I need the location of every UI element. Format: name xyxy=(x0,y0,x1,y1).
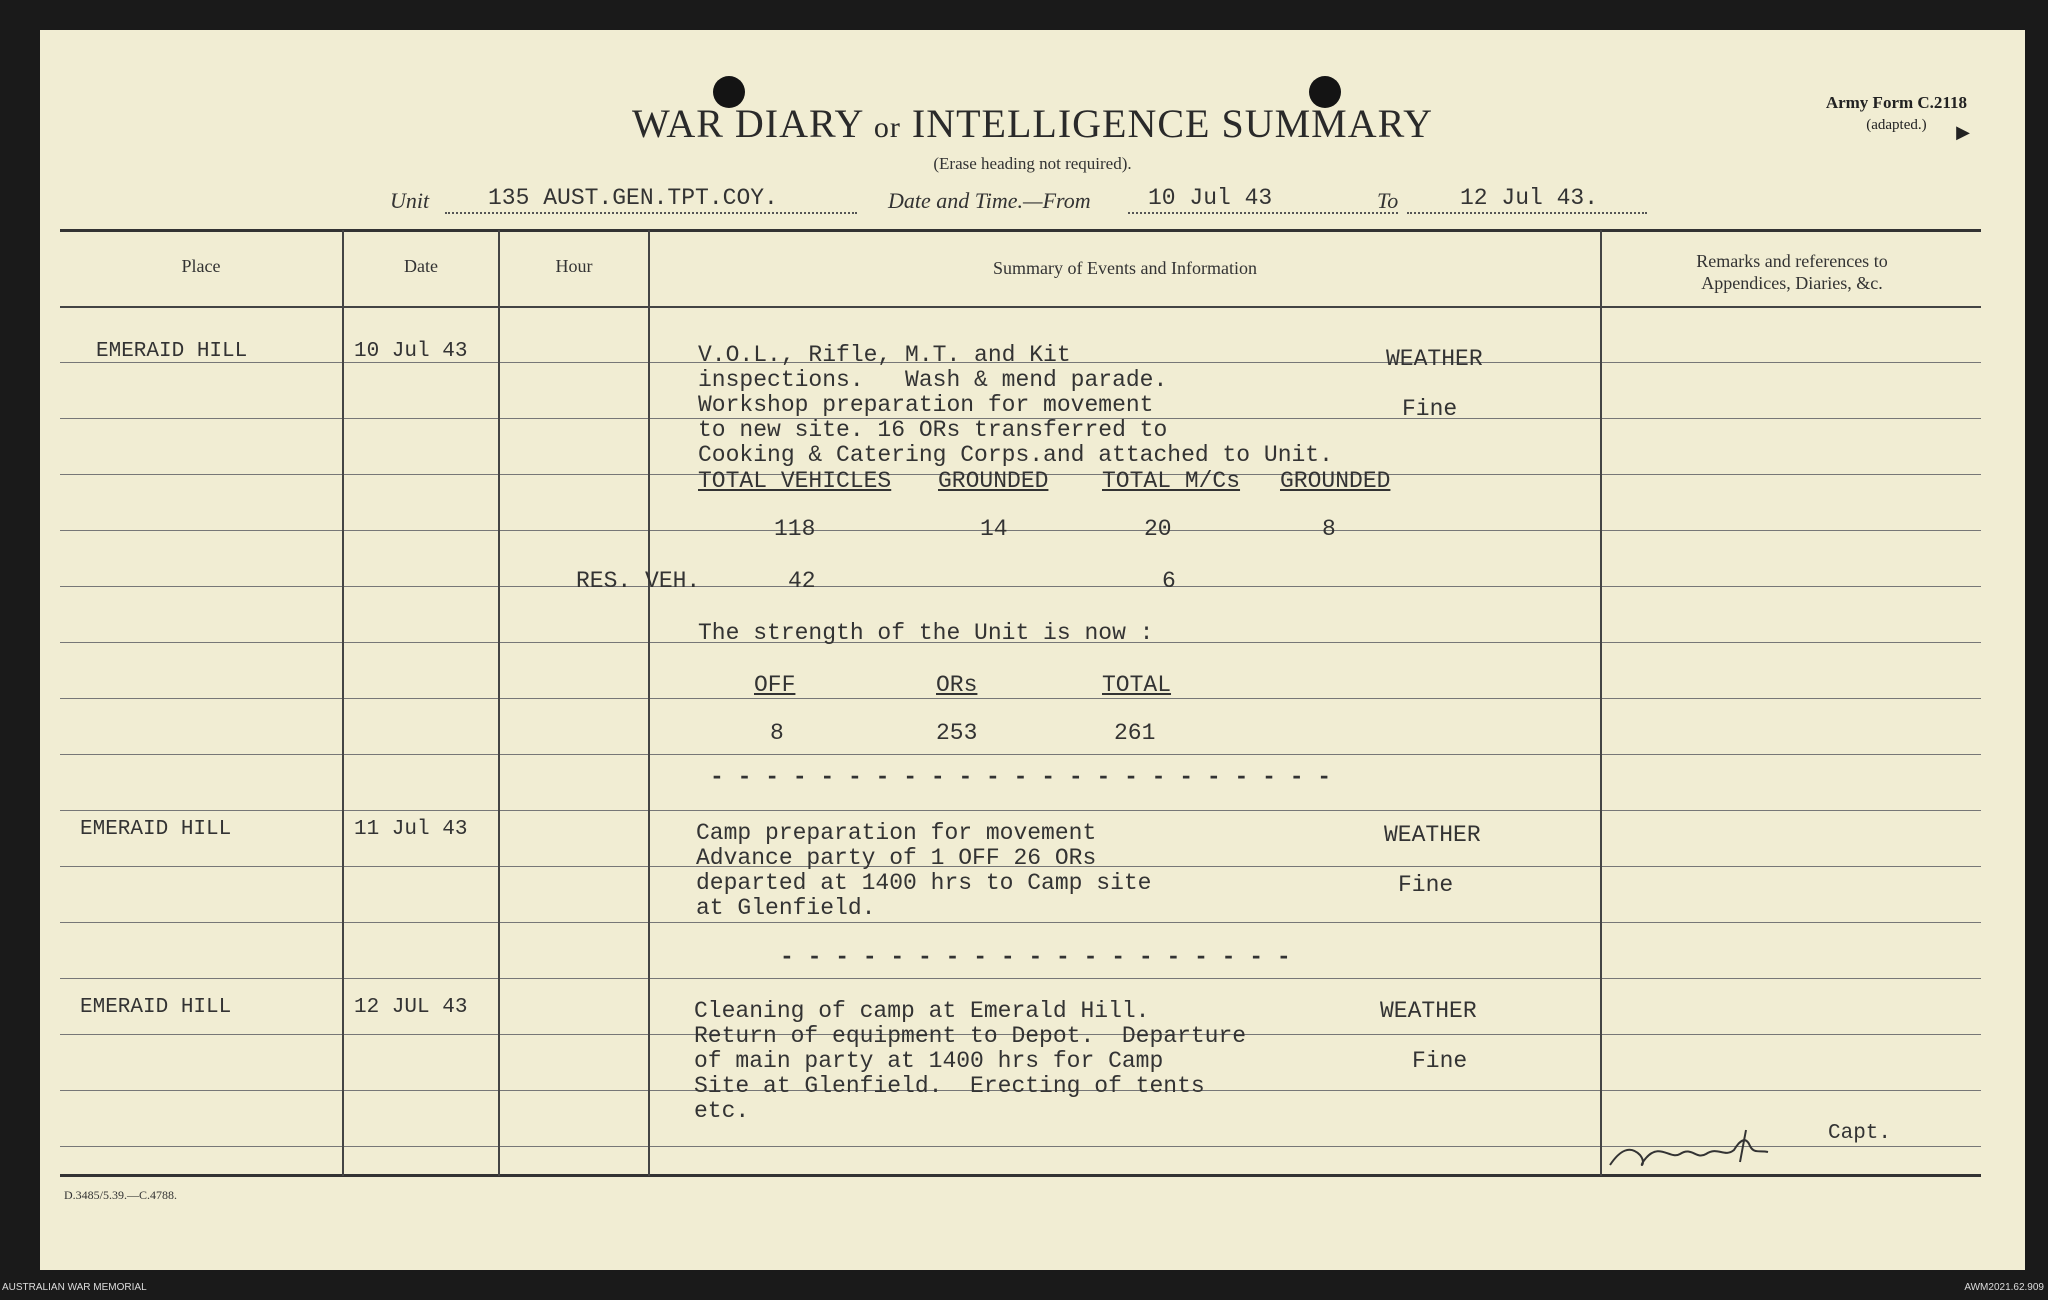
column-header-summary: Summary of Events and Information xyxy=(993,258,1257,278)
remarks-header-line1: Remarks and references to xyxy=(1696,251,1888,271)
header-bottom-rule xyxy=(60,306,1981,308)
title-or: or xyxy=(873,111,901,144)
column-divider xyxy=(648,230,650,1176)
entry1-place: EMERAID HILL xyxy=(96,340,248,363)
entry2-line: Camp preparation for movement xyxy=(696,820,1097,846)
unit-value: 135 AUST.GEN.TPT.COY. xyxy=(488,185,778,211)
ruled-line xyxy=(60,922,1981,923)
army-form-label xyxy=(1826,92,1967,136)
strength-text: The strength of the Unit is now : xyxy=(698,620,1154,646)
title-main: WAR DIARY xyxy=(632,101,863,146)
reserve-vehicles-label: RES. VEH. xyxy=(576,568,701,594)
entry1-line: Workshop preparation for movement xyxy=(698,392,1154,418)
vehicles-header: GROUNDED xyxy=(938,468,1049,494)
vehicles-value: 118 xyxy=(774,516,816,542)
entry1-date: 10 Jul 43 xyxy=(354,340,468,363)
entry1-line: inspections. Wash & mend parade. xyxy=(698,367,1168,393)
entry3-line: etc. xyxy=(694,1098,750,1124)
entry2-line: Advance party of 1 OFF 26 ORs xyxy=(696,845,1097,871)
unit-label: Unit xyxy=(390,188,430,213)
strength-value: 253 xyxy=(936,720,978,746)
entry2-dash-separator: - - - - - - - - - - - - - - - - - - - xyxy=(780,944,1291,970)
date-to-value: 12 Jul 43. xyxy=(1460,185,1599,211)
column-header-remarks xyxy=(1602,250,1982,294)
table-top-rule xyxy=(60,229,1981,232)
signature-scribble xyxy=(1600,1110,1820,1180)
army-form-sub: (adapted.) xyxy=(1866,117,1927,133)
vehicles-value: 14 xyxy=(980,516,1008,542)
column-header-hour: Hour xyxy=(555,256,593,276)
column-divider xyxy=(1600,230,1602,1176)
vehicles-header: TOTAL VEHICLES xyxy=(698,468,892,494)
date-from-dotted-line xyxy=(1128,212,1398,214)
remarks-header-line2: Appendices, Diaries, &c. xyxy=(1701,273,1883,293)
strength-header: TOTAL xyxy=(1102,672,1172,698)
strength-value: 8 xyxy=(770,720,784,746)
entry2-weather-label: WEATHER xyxy=(1384,822,1481,848)
entry1-line: V.O.L., Rifle, M.T. and Kit xyxy=(698,342,1071,368)
entry3-date: 12 JUL 43 xyxy=(354,996,468,1019)
vehicles-value: 20 xyxy=(1144,516,1172,542)
pencil-mark-icon: ▶ xyxy=(1956,122,1970,142)
title-second: INTELLIGENCE SUMMARY xyxy=(911,101,1433,146)
strength-value: 261 xyxy=(1114,720,1156,746)
entry2-weather: Fine xyxy=(1398,872,1454,898)
date-to-label: To xyxy=(1377,188,1399,213)
ruled-line xyxy=(60,586,1981,587)
vehicles-header: GROUNDED xyxy=(1280,468,1391,494)
vehicles-value: 8 xyxy=(1322,516,1336,542)
ruled-line xyxy=(60,978,1981,979)
entry2-line: departed at 1400 hrs to Camp site xyxy=(696,870,1152,896)
strength-header: ORs xyxy=(936,672,978,698)
entry2-line: at Glenfield. xyxy=(696,895,876,921)
footer-left: AUSTRALIAN WAR MEMORIAL xyxy=(2,1282,147,1293)
date-from-label: Date and Time.—From xyxy=(888,188,1091,213)
entry3-weather-label: WEATHER xyxy=(1380,998,1477,1024)
date-to-dotted-line xyxy=(1407,212,1647,214)
entry1-dash-separator: - - - - - - - - - - - - - - - - - - - - - - - xyxy=(710,764,1332,790)
ruled-line xyxy=(60,810,1981,811)
reserve-vehicles-value: 6 xyxy=(1162,568,1176,594)
entry3-place: EMERAID HILL xyxy=(80,996,232,1019)
entry1-weather-label: WEATHER xyxy=(1386,346,1483,372)
entry3-weather: Fine xyxy=(1412,1048,1468,1074)
print-code: D.3485/5.39.—C.4788. xyxy=(64,1188,178,1202)
date-from-value: 10 Jul 43 xyxy=(1148,185,1273,211)
unit-dotted-line xyxy=(445,212,857,214)
ruled-line xyxy=(60,754,1981,755)
reserve-vehicles-value: 42 xyxy=(788,568,816,594)
entry3-line: Site at Glenfield. Erecting of tents xyxy=(694,1073,1205,1099)
footer-right: AWM2021.62.909 xyxy=(1964,1282,2044,1293)
column-header-place: Place xyxy=(181,256,221,276)
entry3-line: of main party at 1400 hrs for Camp xyxy=(694,1048,1164,1074)
form-title xyxy=(40,100,2025,147)
entry3-line: Cleaning of camp at Emerald Hill. xyxy=(694,998,1150,1024)
entry1-line: Cooking & Catering Corps.and attached to Unit. xyxy=(698,442,1333,468)
ruled-line xyxy=(60,530,1981,531)
form-subtitle: (Erase heading not required). xyxy=(933,154,1132,173)
entry2-date: 11 Jul 43 xyxy=(354,818,468,841)
entry1-weather: Fine xyxy=(1402,396,1458,422)
column-divider xyxy=(498,230,500,1176)
entry2-place: EMERAID HILL xyxy=(80,818,232,841)
diary-sheet xyxy=(40,30,2025,1270)
ruled-line xyxy=(60,698,1981,699)
column-header-date: Date xyxy=(404,256,438,276)
entry1-line: to new site. 16 ORs transferred to xyxy=(698,417,1168,443)
entry3-line: Return of equipment to Depot. Departure xyxy=(694,1023,1247,1049)
strength-header: OFF xyxy=(754,672,796,698)
signature-rank: Capt. xyxy=(1828,1122,1892,1145)
vehicles-header: TOTAL M/Cs xyxy=(1102,468,1241,494)
column-divider xyxy=(342,230,344,1176)
army-form-number: Army Form C.2118 xyxy=(1825,93,1967,112)
